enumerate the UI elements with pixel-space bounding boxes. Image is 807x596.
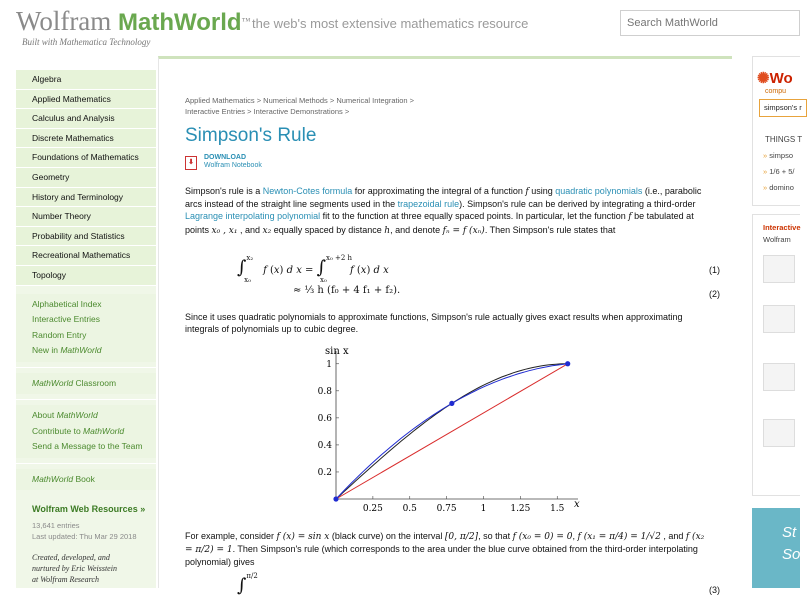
text: . Then Simpson's rule states that [484, 224, 616, 235]
text: (i.e., parabolic arcs instead of the straight line segments used in the [185, 186, 702, 210]
breadcrumb-line-2[interactable]: Interactive Entries > Interactive Demonstrations > [185, 107, 350, 116]
sidebar-category[interactable]: Number Theory [16, 207, 156, 227]
y-tick-label: 1 [326, 359, 332, 370]
text: (black curve) on the interval [329, 531, 445, 541]
demo-thumbnail[interactable] [763, 255, 795, 283]
demo-thumbnail[interactable] [763, 419, 795, 447]
wolfram-alpha-logo[interactable] [757, 69, 793, 87]
breadcrumb-line-1[interactable]: Applied Mathematics > Numerical Methods > Numerical Integration > [185, 96, 415, 105]
nav-alphabetical-index[interactable]: Alphabetical Index [32, 298, 102, 309]
text: ). Simpson's rule can be derived by integrating a third-order [459, 199, 696, 210]
y-tick-label: 0.6 [317, 413, 332, 424]
plot-ylabel: sin x [325, 346, 349, 357]
sidebar-category[interactable]: Discrete Mathematics [16, 129, 156, 149]
nav-contribute-prefix: Contribute to [32, 425, 84, 436]
math-var: f (x₂ = π/2) = 1 [185, 532, 705, 556]
paragraph-example [185, 530, 707, 569]
wolfram-alpha-box [752, 56, 803, 206]
text: equally spaced by distance [271, 224, 385, 235]
alpha-suggestion[interactable] [763, 183, 794, 192]
nav-new-prefix: New in [32, 345, 61, 356]
eq1-x2: x [360, 265, 367, 276]
nav-about[interactable] [16, 408, 156, 424]
suggestion-text: 1/6 + 5/ [769, 167, 795, 176]
eq1-x: x [273, 265, 280, 276]
sidebar-category[interactable]: Algebra [16, 70, 156, 90]
promo-banner[interactable] [752, 508, 800, 588]
things-heading: THINGS T [765, 135, 803, 144]
divider [16, 367, 156, 368]
math-var: x₀ , x₁ [211, 225, 238, 236]
nav-send-message[interactable]: Send a Message to the Team [32, 441, 143, 452]
math-var: f [525, 187, 529, 197]
link-newton-cotes[interactable]: Newton-Cotes formula [262, 186, 353, 196]
text: using [528, 186, 556, 196]
search-input[interactable] [620, 10, 800, 36]
equation-3 [237, 571, 258, 596]
math-var: [0, π/2] [444, 532, 479, 542]
bullet: » [763, 167, 768, 176]
nav-classroom-em: MathWorld [32, 377, 74, 388]
integral-sign: ∫ [237, 257, 247, 278]
notebook-label: Wolfram Notebook [204, 162, 262, 169]
promo-line-1: St [782, 524, 797, 541]
nav-about-prefix: About [32, 410, 57, 421]
eq1-lhs: f [263, 265, 267, 276]
wolfram-demos-label: Wolfram [763, 235, 791, 244]
x-tick-label: 1.5 [550, 504, 565, 514]
credit-line-2: nurtured by Eric Weisstein [32, 564, 117, 574]
data-point [449, 401, 454, 406]
logo-text: Wo [769, 70, 793, 87]
equation-number-2: (2) [709, 289, 720, 299]
right-column [752, 56, 803, 588]
math-var: f (x₀ = 0) = 0 [512, 532, 573, 542]
nav-about-em: MathWorld [56, 410, 98, 421]
classroom-links [16, 373, 156, 395]
about-links [16, 405, 156, 458]
suggestion-text: domino [769, 183, 794, 192]
credit-line-1: Created, developed, and [32, 553, 110, 563]
text: , and [237, 224, 263, 235]
link-trapezoidal-rule[interactable]: trapezoidal rule [397, 199, 460, 210]
math-var: fₙ = f (xₙ) [442, 225, 485, 236]
sidebar-category[interactable]: Geometry [16, 168, 156, 188]
plot-axes [318, 351, 578, 514]
nav-classroom-suffix: Classroom [73, 377, 117, 388]
x-tick-label: 1 [480, 504, 487, 514]
nav-book[interactable] [16, 472, 156, 488]
nav-classroom[interactable] [16, 376, 156, 392]
mathworld-logo[interactable] [16, 6, 250, 38]
sidebar [16, 70, 156, 588]
x-tick-label: 0.75 [436, 504, 457, 514]
sidebar-category[interactable]: History and Terminology [16, 188, 156, 208]
alpha-suggestion[interactable] [763, 151, 793, 160]
simpson-plot [299, 344, 599, 514]
suggestion-text: simpso [769, 151, 794, 160]
equation-number-1: (1) [709, 265, 720, 275]
logo-mathworld: MathWorld [118, 9, 242, 36]
y-tick-label: 0.2 [317, 467, 332, 478]
text: , so that [478, 531, 513, 541]
page-title: Simpson's Rule [185, 125, 317, 146]
sidebar-category[interactable]: Foundations of Mathematics [16, 148, 156, 168]
math-var: f [628, 212, 632, 223]
plot-lines [336, 364, 568, 499]
nav-book-em: MathWorld [32, 473, 74, 484]
credits [16, 552, 156, 585]
eq1-rhs: f [350, 265, 354, 276]
bullet: » [763, 183, 768, 192]
link-lagrange-polynomial[interactable]: Lagrange interpolating polynomial [185, 211, 321, 222]
sidebar-category[interactable]: Topology [16, 266, 156, 286]
limit-upper: x₂ [246, 253, 254, 262]
text: for approximating the integral of a function [352, 186, 526, 196]
book-links [16, 469, 156, 491]
text: For example, consider [185, 531, 277, 541]
integral-sign: ∫ [237, 575, 247, 596]
last-updated: Last updated: Thu Mar 29 2018 [32, 532, 137, 542]
index-links [16, 294, 156, 362]
promo-line-2: So [782, 546, 801, 563]
math-var: f (x) = sin x [276, 532, 330, 542]
divider [16, 463, 156, 464]
y-tick-label: 0.8 [317, 386, 332, 397]
alpha-query-input[interactable]: simpson's r [759, 99, 807, 117]
y-tick-label: 0.4 [317, 440, 332, 451]
sidebar-category[interactable]: Applied Mathematics [16, 90, 156, 110]
credit-line-3: at Wolfram Research [32, 575, 99, 585]
wolfram-web-resources-link[interactable]: Wolfram Web Resources » [32, 504, 146, 515]
bullet: » [763, 151, 768, 160]
math-var: h [384, 225, 391, 236]
main-content [158, 56, 732, 596]
limit-upper: x₀ +2 h [326, 253, 353, 262]
text: , and denote [390, 224, 443, 235]
nav-new-em: MathWorld [60, 345, 102, 356]
nav-contribute-em: MathWorld [83, 425, 125, 436]
sidebar-category[interactable]: Recreational Mathematics [16, 246, 156, 266]
limit-upper: π/2 [246, 571, 258, 580]
text: . Then Simpson's rule (which corresponds to the area under the blue curve obtained from the third-order interpolating polynomial) gives [185, 544, 698, 568]
nav-random-entry[interactable]: Random Entry [32, 329, 87, 340]
limit-lower: x₀ [244, 276, 251, 284]
text: , [572, 531, 578, 541]
equation-number-3: (3) [709, 585, 720, 595]
logo-trademark: ™ [241, 16, 251, 26]
math-var: x₂ [262, 225, 272, 236]
nav-new-in-mathworld[interactable] [16, 343, 156, 359]
logo-subtitle: Built with Mathematica Technology [22, 37, 151, 47]
header [0, 0, 800, 48]
entry-count: 13,641 entries [32, 521, 80, 531]
equation-1: ∫$^{x_2}_{x_0}$ f (x) d x = ∫$^{x_0 +2 h}_{x_0}$ f (x) d x [237, 253, 389, 284]
paragraph-intro [185, 185, 707, 237]
download-label: DOWNLOAD [204, 154, 246, 161]
notebook-icon: ⬇ [185, 156, 197, 170]
paragraph-cubic: Since it uses quadratic polynomials to approximate functions, Simpson's rule actually gives exact results when approximating integrals of polynomials up to cubic degree. [185, 312, 683, 335]
series-line [336, 364, 568, 499]
category-list [16, 70, 156, 286]
alpha-suggestion[interactable] [763, 167, 795, 176]
limit-lower: x₀ [320, 276, 327, 284]
tagline: the web's most extensive mathematics resource [252, 16, 529, 31]
text: Simpson's rule is a [185, 186, 263, 196]
sidebar-category[interactable]: Probability and Statistics [16, 227, 156, 247]
equation-2: ≈ ⅓ h (f₀ + 4 f₁ + f₂). [293, 285, 401, 296]
math-var: f (x₁ = π/4) = 1/√2 [577, 532, 661, 542]
logo-wolfram: Wolfram [16, 6, 112, 36]
integral-sign: ∫ [316, 257, 327, 278]
demo-thumbnail[interactable] [763, 363, 795, 391]
x-tick-label: 0.5 [402, 504, 417, 514]
interactive-heading: Interactive [763, 223, 801, 232]
eq1-d: d x [286, 265, 302, 276]
divider [16, 399, 156, 400]
text: be tabulated at points [185, 211, 694, 235]
sidebar-category[interactable]: Calculus and Analysis [16, 109, 156, 129]
nav-interactive-entries[interactable]: Interactive Entries [32, 314, 101, 325]
x-tick-label: 0.25 [362, 504, 383, 514]
demonstrations-box [752, 214, 800, 496]
star-icon: ✺ [757, 70, 770, 87]
plot-xlabel: x [574, 499, 580, 510]
data-point [333, 496, 338, 501]
breadcrumb[interactable] [185, 95, 414, 117]
eq1-d2: d x [373, 265, 389, 276]
nav-book-suffix: Book [73, 473, 95, 484]
data-point [565, 361, 570, 366]
text: , and [660, 531, 686, 541]
link-quadratic-polynomials[interactable]: quadratic polynomials [555, 186, 643, 196]
text: fit to the function at three equally spaced points. In particular, let the function [320, 211, 629, 222]
logo-subtitle: compu [765, 88, 787, 95]
nav-contribute[interactable] [16, 424, 156, 440]
demo-thumbnail[interactable] [763, 305, 795, 333]
x-tick-label: 1.25 [510, 504, 531, 514]
